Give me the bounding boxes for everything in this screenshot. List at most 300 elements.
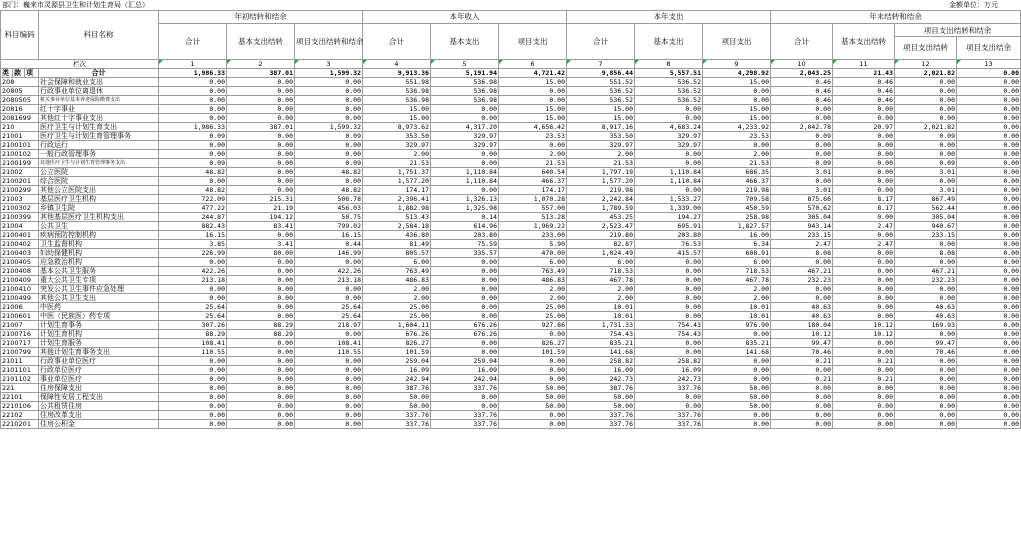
amount-cell[interactable]: 0.00 (895, 366, 957, 375)
amount-cell[interactable]: 50.00 (567, 402, 635, 411)
amount-cell[interactable]: 0.00 (833, 366, 895, 375)
subject-code[interactable]: 2100601 (1, 312, 39, 321)
amount-cell[interactable]: 0.00 (295, 96, 363, 105)
amount-cell[interactable]: 99.47 (771, 339, 833, 348)
amount-cell[interactable]: 0.09 (295, 132, 363, 141)
amount-cell[interactable]: 0.00 (833, 276, 895, 285)
amount-cell[interactable]: 242.94 (363, 375, 431, 384)
amount-cell[interactable]: 0.00 (227, 420, 295, 429)
amount-cell[interactable]: 466.37 (703, 177, 771, 186)
amount-cell[interactable]: 536.52 (635, 96, 703, 105)
amount-cell[interactable]: 23.53 (703, 132, 771, 141)
amount-cell[interactable]: 0.00 (895, 96, 957, 105)
amount-cell[interactable]: 0.00 (833, 231, 895, 240)
amount-cell[interactable]: 450.59 (703, 204, 771, 213)
table-row[interactable] (1, 114, 1021, 123)
total-cell[interactable]: 2,043.25 (771, 69, 833, 78)
amount-cell[interactable]: 203.80 (635, 231, 703, 240)
amount-cell[interactable]: 337.76 (635, 411, 703, 420)
amount-cell[interactable]: 8.08 (771, 249, 833, 258)
amount-cell[interactable]: 0.00 (159, 393, 227, 402)
amount-cell[interactable]: 15.00 (363, 114, 431, 123)
amount-cell[interactable]: 88.29 (227, 321, 295, 330)
amount-cell[interactable]: 15.00 (567, 114, 635, 123)
amount-cell[interactable]: 0.09 (159, 132, 227, 141)
subject-name[interactable]: 基本公共卫生服务 (39, 267, 159, 276)
subject-name[interactable]: 突发公共卫生事件应急处理 (39, 285, 159, 294)
subject-code[interactable]: 2100409 (1, 276, 39, 285)
amount-cell[interactable]: 754.43 (635, 330, 703, 339)
amount-cell[interactable]: 0.00 (159, 375, 227, 384)
amount-cell[interactable]: 0.00 (431, 312, 499, 321)
total-cell[interactable]: 5,557.51 (635, 69, 703, 78)
total-cell[interactable]: 1,599.32 (295, 69, 363, 78)
amount-cell[interactable]: 0.00 (957, 420, 1021, 429)
amount-cell[interactable]: 2,584.18 (363, 222, 431, 231)
amount-cell[interactable]: 0.00 (957, 204, 1021, 213)
table-row[interactable] (1, 78, 1021, 87)
amount-cell[interactable]: 0.00 (227, 186, 295, 195)
amount-cell[interactable]: 48.82 (159, 168, 227, 177)
amount-cell[interactable]: 0.00 (635, 348, 703, 357)
amount-cell[interactable]: 329.97 (635, 141, 703, 150)
amount-cell[interactable]: 0.00 (833, 393, 895, 402)
subject-name[interactable]: 其他计划生育事务支出 (39, 348, 159, 357)
amount-cell[interactable]: 0.00 (227, 366, 295, 375)
amount-cell[interactable]: 25.00 (499, 303, 567, 312)
subject-code[interactable]: 2100410 (1, 285, 39, 294)
subject-name[interactable]: 住房改革支出 (39, 411, 159, 420)
amount-cell[interactable]: 141.68 (567, 348, 635, 357)
amount-cell[interactable]: 0.00 (771, 150, 833, 159)
total-cell[interactable]: 4,298.92 (703, 69, 771, 78)
subject-name[interactable]: 公立医院 (39, 168, 159, 177)
amount-cell[interactable]: 467.21 (895, 267, 957, 276)
amount-cell[interactable]: 0.00 (431, 402, 499, 411)
amount-cell[interactable]: 486.83 (363, 276, 431, 285)
amount-cell[interactable]: 0.00 (295, 105, 363, 114)
amount-cell[interactable]: 329.97 (567, 141, 635, 150)
amount-cell[interactable]: 1,110.84 (635, 168, 703, 177)
amount-cell[interactable]: 50.00 (363, 402, 431, 411)
amount-cell[interactable]: 1,731.33 (567, 321, 635, 330)
amount-cell[interactable]: 422.26 (159, 267, 227, 276)
amount-cell[interactable]: 21.19 (227, 204, 295, 213)
amount-cell[interactable]: 0.00 (499, 375, 567, 384)
amount-cell[interactable]: 40.63 (895, 303, 957, 312)
table-row[interactable] (1, 339, 1021, 348)
subject-code[interactable]: 2081699 (1, 114, 39, 123)
table-row[interactable] (1, 195, 1021, 204)
amount-cell[interactable]: 15.00 (567, 105, 635, 114)
amount-cell[interactable]: 180.04 (771, 321, 833, 330)
amount-cell[interactable]: 219.98 (567, 186, 635, 195)
subject-code[interactable]: 21007 (1, 321, 39, 330)
amount-cell[interactable]: 353.50 (363, 132, 431, 141)
amount-cell[interactable]: 1,326.13 (431, 195, 499, 204)
subject-name[interactable]: 应急救治机构 (39, 258, 159, 267)
amount-cell[interactable]: 16.09 (635, 366, 703, 375)
amount-cell[interactable]: 453.25 (567, 213, 635, 222)
amount-cell[interactable]: 0.00 (159, 285, 227, 294)
amount-cell[interactable]: 0.00 (703, 141, 771, 150)
table-row[interactable] (1, 150, 1021, 159)
amount-cell[interactable]: 15.00 (499, 105, 567, 114)
amount-cell[interactable]: 0.00 (295, 393, 363, 402)
amount-cell[interactable]: 0.00 (227, 312, 295, 321)
amount-cell[interactable]: 467.21 (771, 267, 833, 276)
amount-cell[interactable]: 16.09 (363, 366, 431, 375)
amount-cell[interactable]: 722.09 (159, 195, 227, 204)
subject-name[interactable]: 行政事业单位离退休 (39, 87, 159, 96)
amount-cell[interactable]: 15.00 (703, 78, 771, 87)
amount-cell[interactable]: 3.01 (771, 186, 833, 195)
amount-cell[interactable]: 337.76 (363, 411, 431, 420)
amount-cell[interactable]: 0.00 (957, 366, 1021, 375)
amount-cell[interactable]: 0.00 (431, 105, 499, 114)
amount-cell[interactable]: 0.09 (895, 159, 957, 168)
amount-cell[interactable]: 875.66 (771, 195, 833, 204)
subject-code[interactable]: 2100399 (1, 213, 39, 222)
subject-name[interactable]: 行政事业单位医疗 (39, 357, 159, 366)
amount-cell[interactable]: 0.00 (295, 258, 363, 267)
table-row[interactable] (1, 294, 1021, 303)
amount-cell[interactable]: 0.00 (895, 411, 957, 420)
amount-cell[interactable]: 536.98 (431, 96, 499, 105)
amount-cell[interactable]: 826.27 (363, 339, 431, 348)
amount-cell[interactable]: 0.00 (833, 402, 895, 411)
subject-code[interactable]: 2100408 (1, 267, 39, 276)
amount-cell[interactable]: 242.73 (635, 375, 703, 384)
amount-cell[interactable]: 233.00 (499, 231, 567, 240)
amount-cell[interactable]: 0.00 (957, 114, 1021, 123)
table-row[interactable] (1, 222, 1021, 231)
amount-cell[interactable]: 242.94 (431, 375, 499, 384)
amount-cell[interactable]: 0.00 (635, 159, 703, 168)
table-row[interactable] (1, 276, 1021, 285)
amount-cell[interactable]: 0.00 (635, 339, 703, 348)
table-row[interactable] (1, 96, 1021, 105)
amount-cell[interactable]: 83.41 (227, 222, 295, 231)
table-row[interactable] (1, 420, 1021, 429)
amount-cell[interactable]: 0.00 (957, 240, 1021, 249)
subject-code[interactable]: 2100716 (1, 330, 39, 339)
amount-cell[interactable]: 0.00 (833, 411, 895, 420)
amount-cell[interactable]: 25.00 (363, 303, 431, 312)
amount-cell[interactable]: 2.47 (833, 240, 895, 249)
amount-cell[interactable]: 0.00 (635, 105, 703, 114)
amount-cell[interactable]: 0.00 (431, 159, 499, 168)
amount-cell[interactable]: 305.04 (895, 213, 957, 222)
amount-cell[interactable]: 927.86 (499, 321, 567, 330)
amount-cell[interactable]: 0.00 (635, 258, 703, 267)
amount-cell[interactable]: 0.00 (227, 285, 295, 294)
amount-cell[interactable]: 1,024.49 (567, 249, 635, 258)
amount-cell[interactable]: 536.52 (567, 87, 635, 96)
subject-name[interactable]: 卫生监督机构 (39, 240, 159, 249)
amount-cell[interactable]: 0.00 (499, 96, 567, 105)
subject-code[interactable]: 22101 (1, 393, 39, 402)
amount-cell[interactable]: 3.85 (159, 240, 227, 249)
table-row[interactable] (1, 123, 1021, 132)
subject-code[interactable]: 22102 (1, 411, 39, 420)
total-cell[interactable]: 4,721.42 (499, 69, 567, 78)
amount-cell[interactable]: 763.49 (363, 267, 431, 276)
amount-cell[interactable]: 976.90 (703, 321, 771, 330)
amount-cell[interactable]: 2,396.41 (363, 195, 431, 204)
amount-cell[interactable]: 10.12 (833, 321, 895, 330)
amount-cell[interactable]: 456.03 (295, 204, 363, 213)
amount-cell[interactable]: 0.00 (159, 105, 227, 114)
amount-cell[interactable]: 0.00 (431, 276, 499, 285)
amount-cell[interactable]: 0.00 (227, 348, 295, 357)
amount-cell[interactable]: 8.08 (895, 249, 957, 258)
amount-cell[interactable]: 0.00 (833, 150, 895, 159)
amount-cell[interactable]: 1,339.00 (635, 204, 703, 213)
amount-cell[interactable]: 570.62 (771, 204, 833, 213)
subject-name[interactable]: 公共租赁住房 (39, 402, 159, 411)
amount-cell[interactable]: 0.00 (431, 348, 499, 357)
total-cell[interactable]: 387.01 (227, 69, 295, 78)
subject-code[interactable]: 21006 (1, 303, 39, 312)
amount-cell[interactable]: 81.49 (363, 240, 431, 249)
amount-cell[interactable]: 0.46 (833, 96, 895, 105)
amount-cell[interactable]: 242.73 (567, 375, 635, 384)
amount-cell[interactable]: 0.00 (227, 231, 295, 240)
amount-cell[interactable]: 15.00 (703, 114, 771, 123)
amount-cell[interactable]: 0.00 (771, 393, 833, 402)
amount-cell[interactable]: 0.00 (159, 294, 227, 303)
subject-code[interactable]: 210 (1, 123, 39, 132)
amount-cell[interactable]: 0.46 (771, 87, 833, 96)
amount-cell[interactable]: 10.01 (567, 312, 635, 321)
amount-cell[interactable]: 0.00 (833, 294, 895, 303)
subject-name[interactable]: 行政单位医疗 (39, 366, 159, 375)
amount-cell[interactable]: 536.52 (635, 78, 703, 87)
amount-cell[interactable]: 2,042.78 (771, 123, 833, 132)
amount-cell[interactable]: 0.00 (895, 330, 957, 339)
amount-cell[interactable]: 0.00 (227, 150, 295, 159)
amount-cell[interactable]: 0.00 (227, 114, 295, 123)
amount-cell[interactable]: 0.00 (499, 420, 567, 429)
amount-cell[interactable]: 194.27 (635, 213, 703, 222)
amount-cell[interactable]: 108.41 (159, 339, 227, 348)
amount-cell[interactable]: 0.00 (895, 375, 957, 384)
subject-code[interactable]: 2100402 (1, 240, 39, 249)
amount-cell[interactable]: 16.15 (159, 231, 227, 240)
amount-cell[interactable]: 763.49 (499, 267, 567, 276)
amount-cell[interactable]: 695.91 (635, 222, 703, 231)
amount-cell[interactable]: 10.12 (771, 330, 833, 339)
table-row[interactable] (1, 393, 1021, 402)
amount-cell[interactable]: 1,070.28 (499, 195, 567, 204)
subject-name[interactable]: 妇幼保健机构 (39, 249, 159, 258)
amount-cell[interactable]: 0.00 (431, 285, 499, 294)
amount-cell[interactable]: 1,110.84 (431, 168, 499, 177)
amount-cell[interactable]: 0.00 (957, 222, 1021, 231)
amount-cell[interactable]: 10.01 (703, 312, 771, 321)
amount-cell[interactable]: 0.00 (159, 384, 227, 393)
amount-cell[interactable]: 1,969.22 (499, 222, 567, 231)
amount-cell[interactable]: 513.28 (499, 213, 567, 222)
amount-cell[interactable]: 3.01 (895, 168, 957, 177)
amount-cell[interactable]: 436.80 (363, 231, 431, 240)
table-row[interactable] (1, 132, 1021, 141)
subject-code[interactable]: 21004 (1, 222, 39, 231)
amount-cell[interactable]: 0.00 (957, 168, 1021, 177)
amount-cell[interactable]: 0.00 (295, 384, 363, 393)
amount-cell[interactable]: 0.00 (957, 357, 1021, 366)
amount-cell[interactable]: 50.00 (703, 402, 771, 411)
table-row[interactable] (1, 258, 1021, 267)
amount-cell[interactable]: 0.00 (895, 258, 957, 267)
amount-cell[interactable]: 3.41 (227, 240, 295, 249)
amount-cell[interactable]: 0.00 (771, 114, 833, 123)
amount-cell[interactable]: 0.00 (159, 96, 227, 105)
amount-cell[interactable]: 0.00 (895, 87, 957, 96)
amount-cell[interactable]: 0.00 (635, 393, 703, 402)
amount-cell[interactable]: 0.00 (957, 249, 1021, 258)
amount-cell[interactable]: 307.26 (159, 321, 227, 330)
amount-cell[interactable]: 0.00 (295, 114, 363, 123)
amount-cell[interactable]: 0.00 (499, 141, 567, 150)
amount-cell[interactable]: 0.00 (833, 114, 895, 123)
amount-cell[interactable]: 2.00 (567, 285, 635, 294)
amount-cell[interactable]: 0.00 (957, 78, 1021, 87)
subject-code[interactable]: 20805 (1, 87, 39, 96)
amount-cell[interactable]: 25.64 (159, 303, 227, 312)
amount-cell[interactable]: 0.00 (227, 78, 295, 87)
amount-cell[interactable]: 0.00 (703, 87, 771, 96)
subject-name[interactable]: 中医（民族医）药专项 (39, 312, 159, 321)
amount-cell[interactable]: 799.02 (295, 222, 363, 231)
amount-cell[interactable]: 0.00 (635, 114, 703, 123)
table-row[interactable] (1, 330, 1021, 339)
amount-cell[interactable]: 0.00 (771, 402, 833, 411)
amount-cell[interactable]: 1,577.20 (567, 177, 635, 186)
total-cell[interactable]: 9,913.36 (363, 69, 431, 78)
amount-cell[interactable]: 0.00 (635, 285, 703, 294)
amount-cell[interactable]: 232.23 (771, 276, 833, 285)
table-row[interactable] (1, 177, 1021, 186)
amount-cell[interactable]: 0.00 (227, 276, 295, 285)
amount-cell[interactable]: 0.00 (895, 420, 957, 429)
amount-cell[interactable]: 0.00 (771, 105, 833, 114)
amount-cell[interactable]: 0.00 (431, 186, 499, 195)
amount-cell[interactable]: 0.00 (227, 357, 295, 366)
amount-cell[interactable]: 0.00 (635, 402, 703, 411)
amount-cell[interactable]: 5.90 (499, 240, 567, 249)
subject-name[interactable]: 医疗卫生与计划生育支出 (39, 123, 159, 132)
amount-cell[interactable]: 0.00 (833, 132, 895, 141)
amount-cell[interactable]: 0.00 (833, 420, 895, 429)
subject-name[interactable]: 计划生育事务 (39, 321, 159, 330)
subject-code[interactable]: 2101101 (1, 366, 39, 375)
amount-cell[interactable]: 8,973.62 (363, 123, 431, 132)
amount-cell[interactable]: 213.18 (159, 276, 227, 285)
amount-cell[interactable]: 0.00 (895, 393, 957, 402)
amount-cell[interactable]: 0.00 (431, 258, 499, 267)
amount-cell[interactable]: 0.21 (833, 375, 895, 384)
amount-cell[interactable]: 2.47 (771, 240, 833, 249)
amount-cell[interactable]: 101.59 (363, 348, 431, 357)
amount-cell[interactable]: 0.00 (227, 294, 295, 303)
amount-cell[interactable]: 8.17 (833, 195, 895, 204)
subject-code[interactable]: 2100101 (1, 141, 39, 150)
amount-cell[interactable]: 387.76 (567, 384, 635, 393)
amount-cell[interactable]: 0.00 (833, 312, 895, 321)
amount-cell[interactable]: 709.58 (703, 195, 771, 204)
amount-cell[interactable]: 21.53 (567, 159, 635, 168)
amount-cell[interactable]: 50.00 (567, 393, 635, 402)
amount-cell[interactable]: 40.63 (895, 312, 957, 321)
amount-cell[interactable]: 337.76 (567, 411, 635, 420)
amount-cell[interactable]: 551.52 (567, 78, 635, 87)
amount-cell[interactable]: 0.09 (771, 159, 833, 168)
table-row[interactable] (1, 357, 1021, 366)
amount-cell[interactable]: 25.00 (499, 312, 567, 321)
subject-code[interactable]: 2100499 (1, 294, 39, 303)
amount-cell[interactable]: 15.00 (499, 78, 567, 87)
amount-cell[interactable]: 0.00 (159, 177, 227, 186)
subject-name[interactable]: 住房公积金 (39, 420, 159, 429)
amount-cell[interactable]: 0.00 (499, 87, 567, 96)
amount-cell[interactable]: 0.00 (957, 339, 1021, 348)
amount-cell[interactable]: 0.00 (295, 177, 363, 186)
table-row[interactable] (1, 375, 1021, 384)
amount-cell[interactable]: 0.00 (895, 240, 957, 249)
amount-cell[interactable]: 88.29 (227, 330, 295, 339)
amount-cell[interactable]: 0.00 (227, 159, 295, 168)
amount-cell[interactable]: 0.00 (771, 420, 833, 429)
amount-cell[interactable]: 0.00 (895, 105, 957, 114)
amount-cell[interactable]: 25.64 (295, 303, 363, 312)
amount-cell[interactable]: 50.00 (499, 384, 567, 393)
amount-cell[interactable]: 0.00 (771, 141, 833, 150)
subject-name[interactable]: 其他公共卫生支出 (39, 294, 159, 303)
amount-cell[interactable]: 0.00 (833, 285, 895, 294)
amount-cell[interactable]: 0.14 (431, 213, 499, 222)
table-row[interactable] (1, 204, 1021, 213)
amount-cell[interactable]: 0.00 (833, 177, 895, 186)
subject-code[interactable]: 2210201 (1, 420, 39, 429)
subject-code[interactable]: 21003 (1, 195, 39, 204)
amount-cell[interactable]: 174.17 (499, 186, 567, 195)
subject-name[interactable]: 公共卫生 (39, 222, 159, 231)
amount-cell[interactable]: 0.00 (895, 150, 957, 159)
amount-cell[interactable]: 467.78 (567, 276, 635, 285)
amount-cell[interactable]: 0.46 (833, 78, 895, 87)
amount-cell[interactable]: 2.00 (363, 294, 431, 303)
amount-cell[interactable]: 10.12 (833, 330, 895, 339)
amount-cell[interactable]: 0.00 (159, 357, 227, 366)
amount-cell[interactable]: 76.53 (635, 240, 703, 249)
amount-cell[interactable]: 16.09 (431, 366, 499, 375)
amount-cell[interactable]: 0.00 (833, 213, 895, 222)
amount-cell[interactable]: 0.00 (957, 87, 1021, 96)
amount-cell[interactable]: 0.00 (957, 411, 1021, 420)
amount-cell[interactable]: 258.82 (635, 357, 703, 366)
amount-cell[interactable]: 20.97 (833, 123, 895, 132)
amount-cell[interactable]: 0.44 (295, 240, 363, 249)
amount-cell[interactable]: 0.00 (499, 357, 567, 366)
amount-cell[interactable]: 0.00 (771, 411, 833, 420)
amount-cell[interactable]: 82.87 (567, 240, 635, 249)
amount-cell[interactable]: 329.97 (431, 132, 499, 141)
amount-cell[interactable]: 0.00 (159, 420, 227, 429)
amount-cell[interactable]: 0.00 (159, 258, 227, 267)
amount-cell[interactable]: 0.00 (227, 393, 295, 402)
